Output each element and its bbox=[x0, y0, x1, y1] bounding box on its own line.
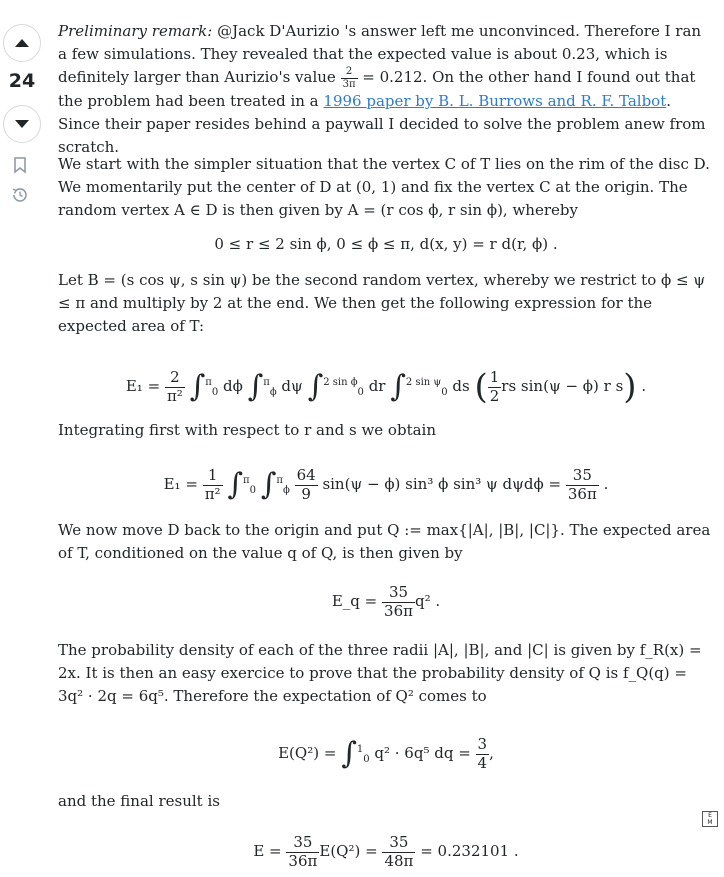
paragraph-setup: We start with the simpler situation that the vertex C of T lies on the rim of the disc D. We momentarily put the center of D at (0, 1) and fix the vertex C at the origin. The random vertex A ∈ D is then given by A = (r cos ϕ, r sin ϕ), whereby bbox=[58, 155, 710, 219]
paragraph-density: The probability density of each of the three radii |A|, |B|, and |C| is given by f_R(x) = 2x. It is then an easy exercice to prove that the probability density of Q is f_Q(q) = 3q² · 2q = 6q⁵. Therefore the expectation of Q² comes to bbox=[58, 641, 702, 705]
mathjax-icon[interactable]: E M bbox=[702, 811, 718, 827]
paragraph-integrating: Integrating first with respect to r and s we obtain bbox=[58, 421, 436, 439]
bookmark-icon[interactable] bbox=[11, 156, 29, 174]
paragraph-final: and the final result is bbox=[58, 792, 220, 810]
equation-eq: E_q = $\frac{35}{36\pi}$ q² . bbox=[331, 583, 441, 620]
paragraph-preliminary: Preliminary remark: @Jack D'Aurizio 's answer left me unconvinced. Therefore I ran a few simulations. They revealed that the expected value is about 0.23, which is definitely larger than Aurizio's value $\frac{2}{3\pi}$ = 0.212. On the other hand I found out that the problem had been treated in a 1996 paper by B. L. Burrows and R. F. Talbot. Since their paper resides behind a paywall I decided to solve the problem anew from scratch. bbox=[58, 22, 706, 156]
paragraph-second-vertex: Let B = (s cos ψ, s sin ψ) be the second random vertex, whereby we restrict to ϕ ≤ ψ ≤ π and multiply by 2 at the end. We then get the following expression for the expected area of T: bbox=[58, 271, 706, 335]
equation-bounds: 0 ≤ r ≤ 2 sin ϕ, 0 ≤ ϕ ≤ π, d(x, y) = r d(r, ϕ) . bbox=[214, 235, 558, 253]
paragraph-move-disc: We now move D back to the origin and put Q := max{|A|, |B|, |C|}. The expected area of T, conditioned on the value q of Q, is then given by bbox=[58, 521, 711, 562]
history-icon[interactable] bbox=[11, 186, 29, 204]
fraction: $\frac{2}{3\pi}$ bbox=[342, 66, 356, 90]
upvote-button[interactable] bbox=[3, 24, 41, 62]
downvote-button[interactable] bbox=[3, 105, 41, 143]
up-arrow-icon bbox=[14, 38, 30, 48]
equation-e1-integral: E₁ = $\frac{2}{\text{π²}}$ ∫$^\pi_0$ dϕ ∫$^\pi_\phi$ dψ ∫$^{2 sin \phi}_0$ dr ∫$^{2 sin \psi}_0$ ds ( $\frac{1}{2}$ rs sin(ψ − ϕ) r s) . bbox=[125, 367, 647, 407]
equation-e1-result: E₁ = $\frac{1}{\text{π²}}$ ∫$^\pi_0$ ∫$^\pi_\phi$ $\frac{64}{9}$ sin(ψ − ϕ) sin³ ϕ sin³ ψ dψdϕ = $\frac{35}{36\pi}$ . bbox=[163, 466, 609, 503]
remark-label: Preliminary remark: bbox=[58, 22, 213, 40]
equation-expectation: E(Q²) = ∫$^1_0$ q² · 6q⁵ dq = $\frac{3}{4}$ , bbox=[278, 735, 494, 772]
paper-link[interactable]: 1996 paper by B. L. Burrows and R. F. Talbot bbox=[323, 92, 667, 110]
down-arrow-icon bbox=[14, 119, 30, 129]
vote-count: 24 bbox=[8, 70, 36, 92]
answer-body bbox=[58, 20, 714, 877]
equation-final: E = $\frac{35}{36\pi}$ E(Q²) = $\frac{35}{48\pi}$ = 0.232101 . bbox=[253, 833, 519, 870]
